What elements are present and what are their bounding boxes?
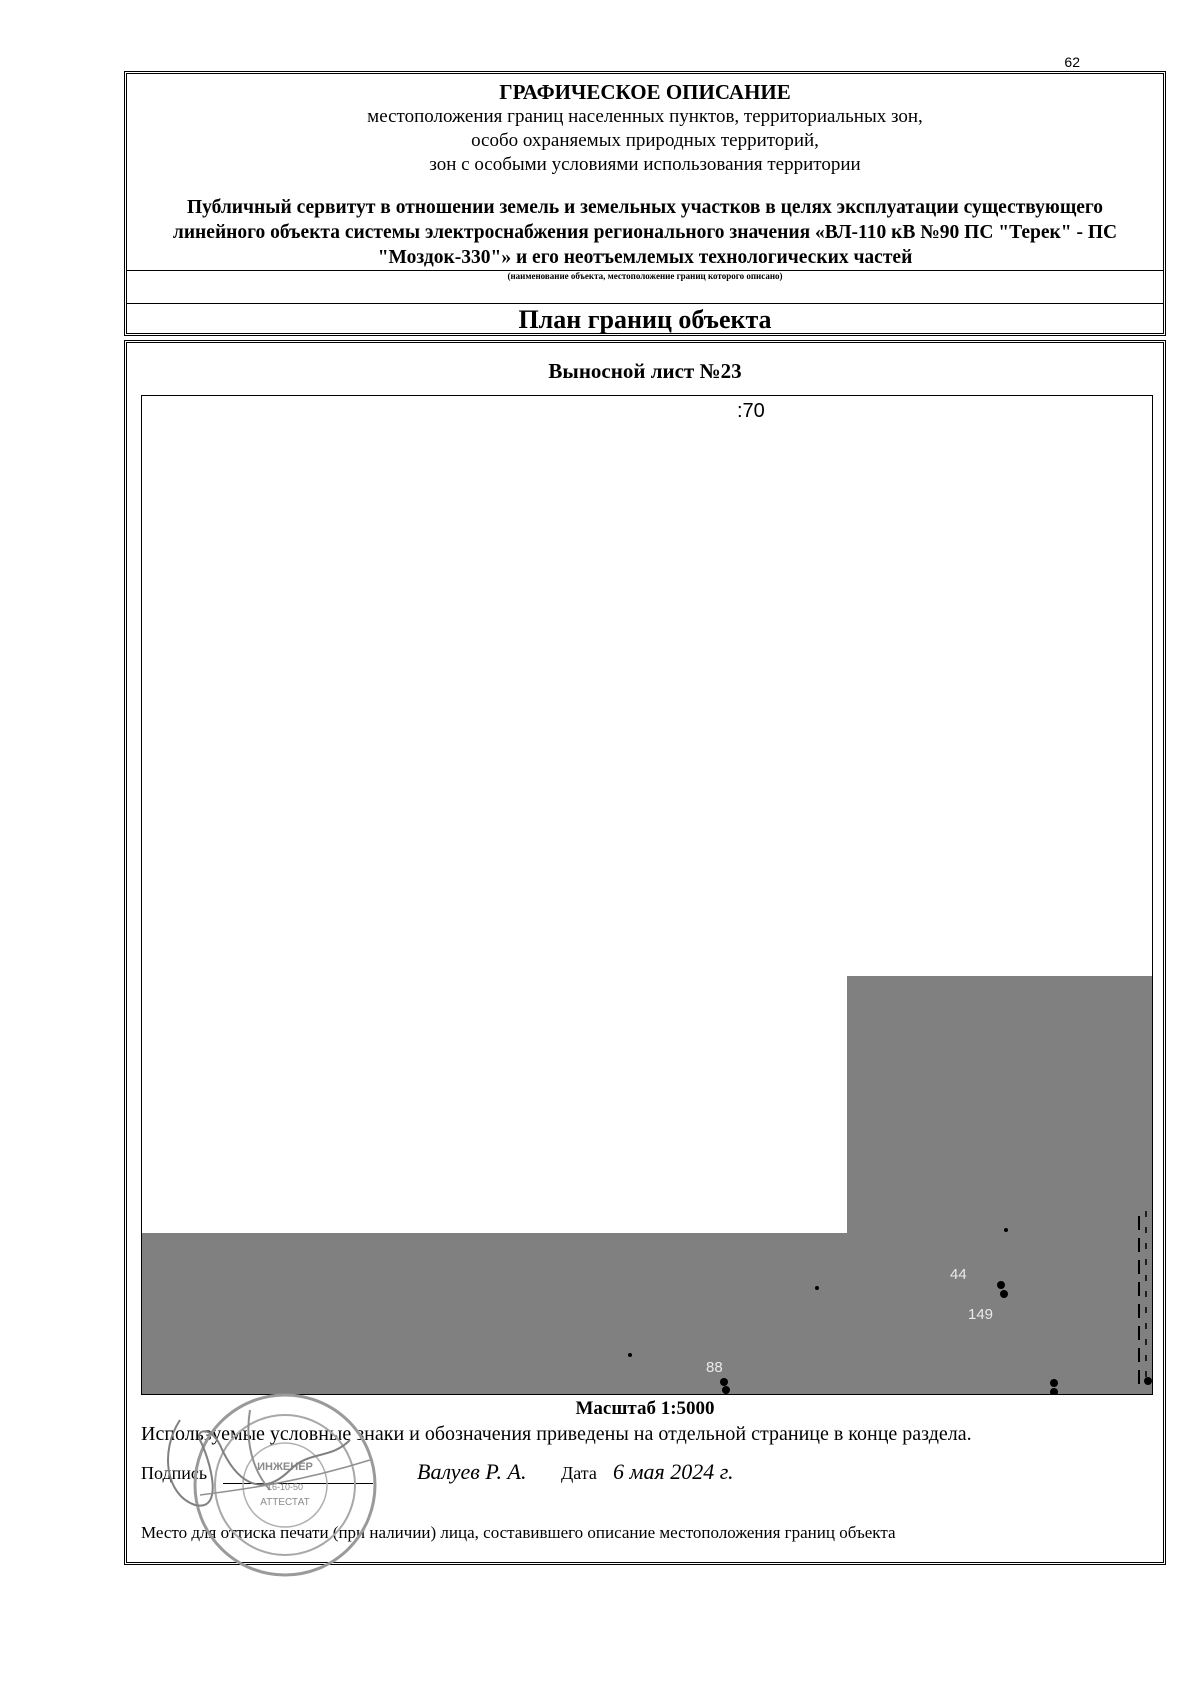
stamp-place-note: Место для оттиска печати (при наличии) лица, составившего описание местоположения границ объекта xyxy=(141,1523,896,1542)
survey-mark xyxy=(628,1353,632,1357)
subtitle-line-1: местоположения границ населенных пунктов, территориальных зон, xyxy=(367,106,923,127)
divider xyxy=(127,303,1163,304)
svg-text:АТТЕСТАТ: АТТЕСТАТ xyxy=(260,1497,310,1508)
subtitle-line-2: особо охраняемых природных территорий, xyxy=(471,130,819,151)
sheet-block xyxy=(124,340,1166,1565)
scale-label: Масштаб 1:5000 xyxy=(575,1398,715,1419)
survey-mark xyxy=(1004,1228,1008,1232)
sheet-title: Выносной лист №23 xyxy=(548,359,742,383)
date-label: Дата xyxy=(561,1463,597,1483)
svg-text:16-10-50: 16-10-50 xyxy=(266,1482,304,1492)
subtitle-line-3: зон с особыми условиями использования территории xyxy=(429,154,861,175)
boundary-point xyxy=(1000,1290,1008,1298)
boundary-point xyxy=(1050,1379,1058,1387)
boundary-point xyxy=(720,1378,728,1386)
boundary-point xyxy=(997,1281,1005,1289)
plan-title: План границ объекта xyxy=(518,305,772,334)
boundary-point xyxy=(1144,1377,1152,1385)
signer-name: Валуев Р. А. xyxy=(417,1459,527,1484)
svg-text:ИНЖЕНЕР: ИНЖЕНЕР xyxy=(257,1461,313,1473)
object-name: Публичный сервитут в отношении земель и земельных участков в целях эксплуатации существующего линейного объекта системы электроснабжения регионального значения «ВЛ-110 кВ №90 ПС "Терек" - ПС "Моздок-330"» и его неотъемлемых технологических частей xyxy=(172,197,1118,268)
survey-mark xyxy=(815,1286,819,1290)
document-title: ГРАФИЧЕСКОЕ ОПИСАНИЕ xyxy=(499,80,791,104)
parcel-label: :70 xyxy=(737,400,765,422)
boundary-point xyxy=(722,1386,730,1394)
header-block xyxy=(124,71,1166,336)
object-name-note: (наименование объекта, местоположение границ которого описано) xyxy=(507,271,783,281)
signature-label: Подпись xyxy=(141,1463,208,1483)
point-label: 149 xyxy=(968,1306,994,1323)
map-canvas xyxy=(142,396,1153,1395)
signature-line xyxy=(223,1483,373,1484)
page-number: 62 xyxy=(1064,54,1080,70)
point-label: 88 xyxy=(706,1359,723,1376)
boundary-map xyxy=(141,395,1153,1395)
legend-note: Используемые условные знаки и обозначения приведены на отдельной странице в конце раздела. xyxy=(141,1423,972,1445)
point-label: 44 xyxy=(950,1266,967,1283)
date-value: 6 мая 2024 г. xyxy=(613,1459,734,1484)
